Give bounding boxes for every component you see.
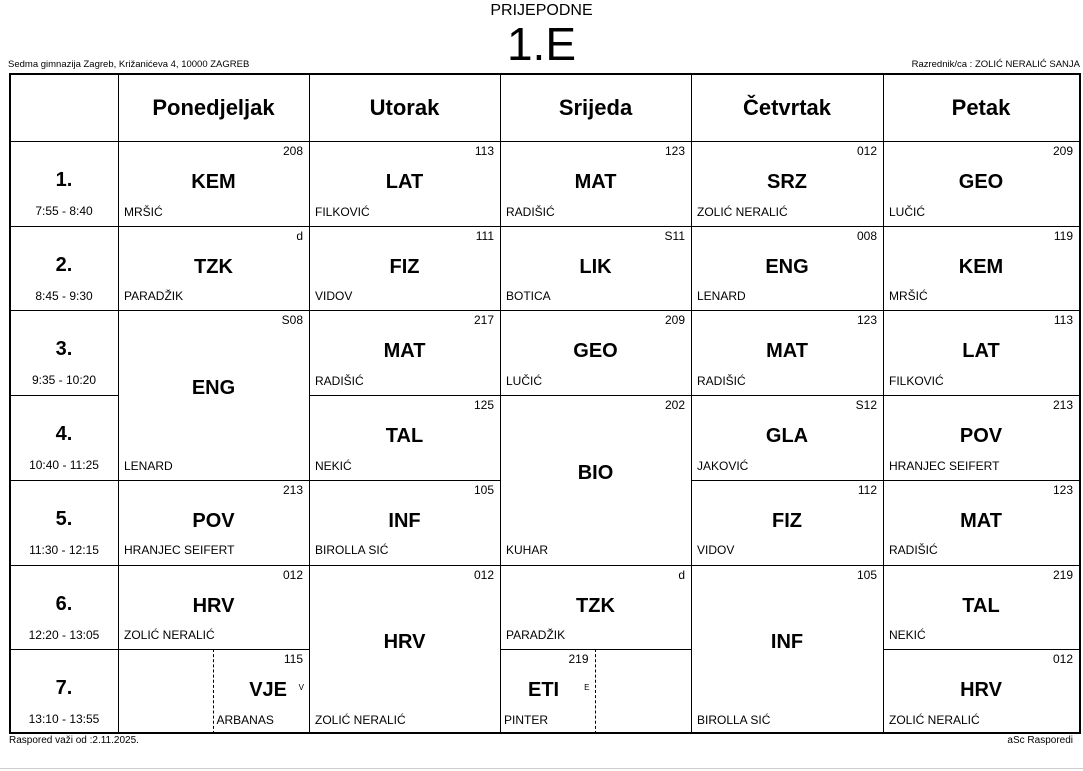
teacher-name: MRŠIĆ [124, 204, 163, 219]
subject-code: GLA [765, 425, 809, 448]
teacher-name: RADIŠIĆ [889, 543, 938, 558]
subject-code: INF [770, 631, 804, 654]
room-number: 123 [856, 313, 877, 328]
teacher-name: LUČIĆ [889, 204, 926, 219]
day-header: Četvrtak [742, 95, 832, 120]
period-time: 10:40 - 11:25 [29, 458, 99, 473]
period-time: 11:30 - 12:15 [29, 542, 99, 557]
lesson-cell [118, 141, 309, 226]
subject-code: FIZ [389, 255, 420, 278]
teacher-name: BOTICA [506, 289, 551, 304]
row-divider [11, 226, 118, 227]
teacher-name: LENARD [697, 289, 746, 304]
teacher-name: ZOLIĆ NERALIĆ [315, 712, 406, 727]
period-time: 13:10 - 13:55 [28, 712, 100, 727]
room-number: d [678, 567, 685, 582]
subject-code: TAL [962, 594, 1000, 617]
school-address: Sedma gimnazija Zagreb, Križanićeva 4, 10000 ZAGREB [8, 59, 250, 70]
subject-code: GEO [958, 171, 1004, 193]
lesson-cell [309, 310, 500, 395]
subject-code: MAT [383, 340, 426, 363]
teacher-name: HRANJEC SEIFERT [889, 458, 1000, 473]
lesson-cell [883, 395, 1079, 480]
teacher-name: JAKOVIĆ [697, 458, 749, 473]
subject-code: ENG [191, 377, 236, 400]
lesson-cell [883, 310, 1079, 395]
session-label: PRIJEPODNE [490, 2, 593, 19]
lesson-cell [500, 226, 691, 311]
subject-code: LAT [385, 171, 424, 193]
subject-code: MAT [574, 171, 617, 193]
teacher-name: ZOLIĆ NERALIĆ [889, 712, 980, 727]
lesson-cell [309, 480, 500, 565]
period-time: 7:55 - 8:40 [35, 204, 93, 218]
period-number: 5. [55, 507, 73, 530]
teacher-name: BIROLLA SIĆ [697, 712, 771, 727]
period-time: 9:35 - 10:20 [31, 373, 97, 388]
room-number: 123 [664, 144, 685, 158]
lesson-cell [118, 226, 309, 311]
room-number: 012 [473, 567, 494, 582]
subject-code: FIZ [772, 509, 802, 532]
room-number: 202 [664, 398, 685, 413]
teacher-name: ZOLIĆ NERALIĆ [697, 204, 788, 219]
class-name: 1.E [506, 18, 577, 70]
lesson-cell [883, 226, 1079, 311]
room-number: 012 [856, 144, 877, 158]
page-divider [0, 768, 1083, 769]
room-number: 125 [473, 398, 494, 413]
period-number: 6. [55, 592, 73, 615]
room-number: 012 [1052, 652, 1073, 667]
group-marker: E [584, 683, 590, 693]
teacher-name: NEKIĆ [315, 458, 352, 473]
subject-code: TZK [194, 255, 233, 278]
subject-code: KEM [958, 255, 1004, 278]
lesson-cell [118, 310, 309, 479]
lesson-cell [500, 310, 691, 395]
lesson-cell [691, 395, 883, 480]
group-marker: V [298, 683, 304, 693]
subject-code: HRV [960, 679, 1002, 702]
teacher-name: RADIŠIĆ [315, 374, 364, 389]
day-header: Ponedjeljak [152, 95, 275, 120]
lesson-cell [691, 565, 883, 734]
period-time: 12:20 - 13:05 [28, 627, 100, 642]
lesson-cell [309, 395, 500, 480]
row-divider [11, 480, 118, 481]
teacher-name: ZOLIĆ NERALIĆ [124, 628, 215, 643]
subject-code: LIK [579, 255, 612, 278]
row-divider [11, 310, 118, 311]
room-number: 112 [857, 482, 877, 497]
period-number: 7. [55, 677, 73, 700]
teacher-name: FILKOVIĆ [889, 374, 944, 389]
subject-code: HRV [383, 631, 426, 654]
teacher-name: ARBANAS [216, 712, 274, 727]
period-number: 3. [55, 338, 73, 361]
teacher-name: PARADŽIK [124, 289, 184, 304]
room-number: 219 [568, 652, 589, 667]
room-number: 213 [282, 482, 303, 497]
lesson-cell [118, 480, 309, 565]
teacher-name: LENARD [124, 458, 173, 473]
subject-code: POV [192, 509, 235, 532]
room-number: 012 [282, 567, 303, 582]
day-header: Petak [951, 95, 1011, 120]
room-number: 209 [1052, 144, 1073, 158]
row-divider [11, 565, 118, 566]
room-number: 113 [474, 144, 494, 158]
day-header: Srijeda [558, 95, 633, 120]
row-divider [11, 395, 118, 396]
subject-code: INF [388, 509, 421, 532]
lesson-cell [691, 226, 883, 311]
lesson-cell [500, 565, 691, 650]
lesson-cell [691, 310, 883, 395]
teacher-name: KUHAR [506, 543, 549, 558]
lesson-cell [309, 226, 500, 311]
day-header: Utorak [369, 95, 440, 120]
teacher-name: VIDOV [697, 543, 735, 558]
lesson-cell [500, 141, 691, 226]
room-number: 113 [1053, 313, 1073, 328]
subject-code: LAT [962, 340, 1000, 363]
subject-code: GEO [573, 340, 618, 363]
teacher-name: RADIŠIĆ [506, 204, 555, 219]
lesson-cell [883, 480, 1079, 565]
room-number: 115 [283, 652, 303, 667]
period-number: 2. [55, 253, 73, 276]
subject-code: TAL [385, 425, 424, 448]
room-number: 105 [856, 567, 877, 582]
subject-code: VJE [249, 679, 287, 702]
room-number: 208 [282, 144, 303, 158]
timetable-grid [9, 73, 1081, 734]
room-number: 111 [475, 228, 494, 243]
lesson-cell [691, 141, 883, 226]
period-number: 1. [55, 169, 73, 191]
room-number: 119 [1053, 228, 1073, 243]
subject-code: SRZ [767, 171, 807, 193]
room-number: 105 [473, 482, 494, 497]
period-number: 4. [55, 423, 73, 446]
lesson-cell [309, 565, 500, 734]
lesson-cell [213, 649, 310, 734]
room-number: 213 [1052, 398, 1073, 413]
lesson-cell [883, 141, 1079, 226]
room-number: 219 [1052, 567, 1073, 582]
teacher-name: FILKOVIĆ [315, 204, 370, 219]
subject-code: ETI [528, 679, 560, 702]
period-time: 8:45 - 9:30 [35, 288, 93, 303]
valid-from-note: Raspored važi od :2.11.2025. [9, 735, 139, 746]
subject-code: MAT [766, 340, 808, 363]
teacher-name: HRANJEC SEIFERT [124, 543, 235, 558]
room-number: S11 [664, 228, 685, 243]
lesson-cell [118, 565, 309, 650]
subject-code: BIO [577, 461, 614, 484]
teacher-name: VIDOV [315, 289, 353, 304]
teacher-name: LUČIĆ [506, 374, 543, 389]
lesson-cell [691, 480, 883, 565]
row-divider [11, 649, 118, 650]
subject-code: POV [959, 425, 1003, 448]
class-teacher: Razrednik/ca : ZOLIĆ NERALIĆ SANJA [911, 59, 1080, 70]
room-number: 123 [1052, 482, 1073, 497]
teacher-name: BIROLLA SIĆ [315, 543, 389, 558]
lesson-cell [500, 649, 595, 734]
room-number: 209 [664, 313, 685, 328]
room-number: 008 [856, 228, 877, 243]
subject-code: TZK [576, 594, 615, 617]
teacher-name: MRŠIĆ [889, 289, 928, 304]
teacher-name: PINTER [504, 712, 549, 727]
subject-code: MAT [960, 509, 1002, 532]
teacher-name: NEKIĆ [889, 628, 926, 643]
subject-code: ENG [765, 255, 809, 278]
room-number: 217 [473, 313, 494, 328]
teacher-name: RADIŠIĆ [697, 374, 746, 389]
lesson-cell [883, 565, 1079, 650]
room-number: S08 [281, 313, 303, 328]
generator-label: aSc Rasporedi [1007, 735, 1073, 746]
lesson-cell [883, 649, 1079, 734]
room-number: S12 [855, 398, 877, 413]
split-divider [213, 649, 214, 734]
split-divider [595, 649, 596, 734]
subject-code: HRV [192, 594, 235, 617]
subject-code: KEM [191, 171, 236, 193]
lesson-cell [500, 395, 691, 564]
room-number: d [296, 228, 303, 243]
teacher-name: PARADŽIK [506, 628, 566, 643]
lesson-cell [309, 141, 500, 226]
